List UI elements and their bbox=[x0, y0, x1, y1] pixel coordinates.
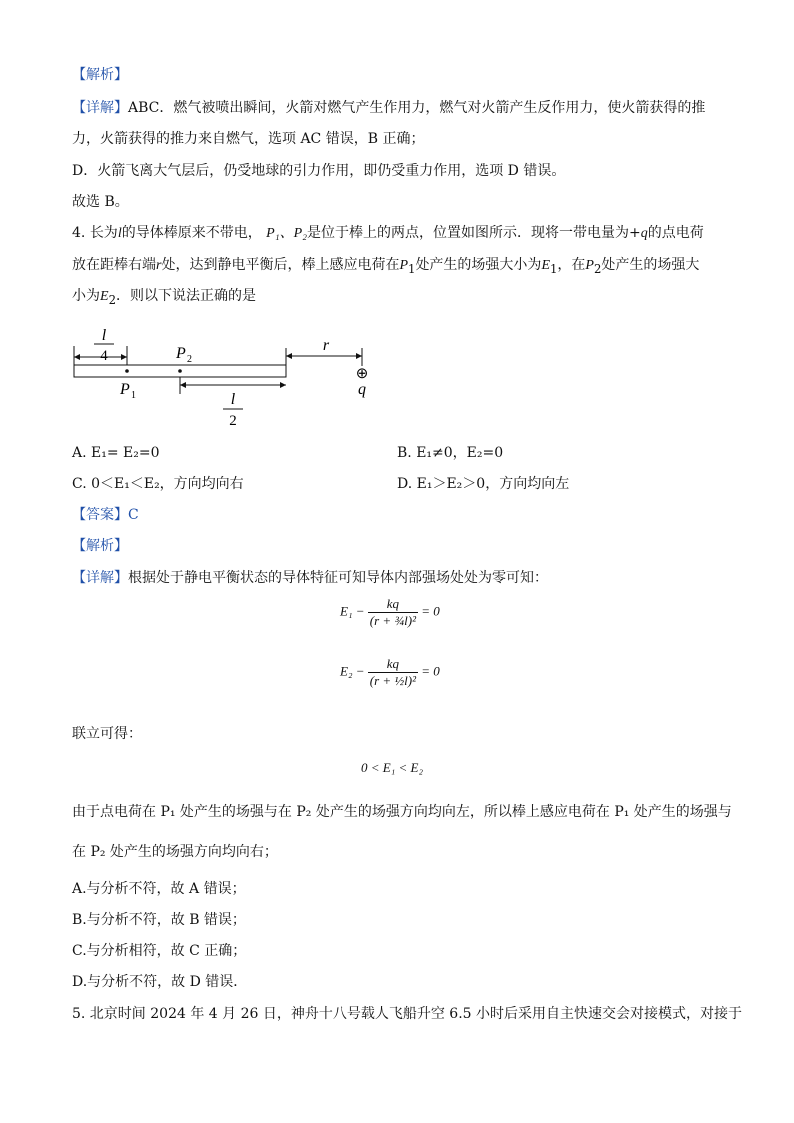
q4-stem-line2: 放在距棒右端r处，达到静电平衡后，棒上感应电荷在$P_1$处产生的场强大小为$E_1$，在$P_2$处产生的场强大 bbox=[72, 257, 700, 276]
q4-stem-line1: 4. 长为l的导体棒原来不带电， P₁、P₂是位于棒上的两点，位置如图所示．现将一带电量为+q的点电荷 bbox=[72, 225, 704, 241]
fig-r-label: r bbox=[322, 337, 330, 354]
rod-figure bbox=[68, 318, 378, 430]
detail-1-line4: 故选 B。 bbox=[72, 194, 129, 210]
option-A: A. E₁= E₂=0 bbox=[72, 445, 160, 461]
fig-q-label: q bbox=[358, 381, 366, 398]
conclusion-B: B.与分析不符，故 B 错误； bbox=[72, 912, 246, 928]
analysis-header-2: 【解析】 bbox=[72, 538, 128, 554]
explanation-line1: 由于点电荷在 P₁ 处产生的场强与在 P₂ 处产生的场强方向均向左，所以棒上感应电荷在 P₁ 处产生的场强与 bbox=[72, 804, 732, 820]
fig-4-label: 4 bbox=[100, 348, 108, 364]
detail-tag: 【详解】 bbox=[72, 100, 128, 116]
option-D: D. E₁＞E₂＞0，方向均向左 bbox=[397, 476, 570, 492]
analysis-header-1: 【解析】 bbox=[72, 67, 128, 83]
point-P2 bbox=[178, 369, 182, 373]
svg-text:1: 1 bbox=[131, 390, 136, 401]
conclusion-D: D.与分析不符，故 D 错误． bbox=[72, 974, 248, 990]
q4-stem-line3: 小为$E_2$．则以下说法正确的是 bbox=[72, 288, 256, 307]
detail-1-line3: D．火箭飞离大气层后，仍受地球的引力作用，即仍受重力作用，选项 D 错误。 bbox=[72, 163, 566, 179]
q5-stem: 5. 北京时间 2024 年 4 月 26 日，神舟十八号载人飞船升空 6.5 小时后采用自主快速交会对接模式，对接于 bbox=[72, 1006, 743, 1022]
equation-3: 0 < E₁ < E₂ bbox=[361, 760, 423, 775]
equation-1: E₁ − $\frac{kq}{\text{(r + ¾l)²}}$ = 0 bbox=[340, 596, 440, 628]
option-B: B. E₁≠0，E₂=0 bbox=[397, 445, 504, 461]
fig-P2-label: P bbox=[176, 345, 186, 362]
fig-P1-label: P bbox=[120, 381, 130, 398]
point-P1 bbox=[125, 369, 129, 373]
detail-2-line: 【详解】根据处于静电平衡状态的导体特征可知导体内部强场处处为零可知： bbox=[72, 570, 548, 586]
fig-2-label: 2 bbox=[229, 413, 237, 429]
option-C: C. 0＜E₁＜E₂，方向均向右 bbox=[72, 476, 244, 492]
equation-2: E₂ − $\frac{kq}{\text{(r + ½l)²}}$ = 0 bbox=[340, 656, 440, 688]
charge-symbol: ⊕ bbox=[355, 366, 369, 382]
svg-text:2: 2 bbox=[187, 354, 192, 365]
explanation-line2: 在 P₂ 处产生的场强方向均向右； bbox=[72, 844, 278, 860]
joint-text: 联立可得： bbox=[72, 726, 142, 742]
conclusion-A: A.与分析不符，故 A 错误； bbox=[72, 881, 246, 897]
detail-1-line1: 【详解】ABC．燃气被喷出瞬间，火箭对燃气产生作用力，燃气对火箭产生反作用力，使火箭获得的推 bbox=[72, 100, 706, 116]
detail-1-line2: 力，火箭获得的推力来自燃气，选项 AC 错误，B 正确； bbox=[72, 131, 425, 147]
conclusion-C: C.与分析相符，故 C 正确； bbox=[72, 943, 247, 959]
answer: 【答案】C bbox=[72, 507, 139, 523]
fig-l-label: l bbox=[101, 327, 107, 344]
fig-l2-label: l bbox=[230, 391, 236, 408]
